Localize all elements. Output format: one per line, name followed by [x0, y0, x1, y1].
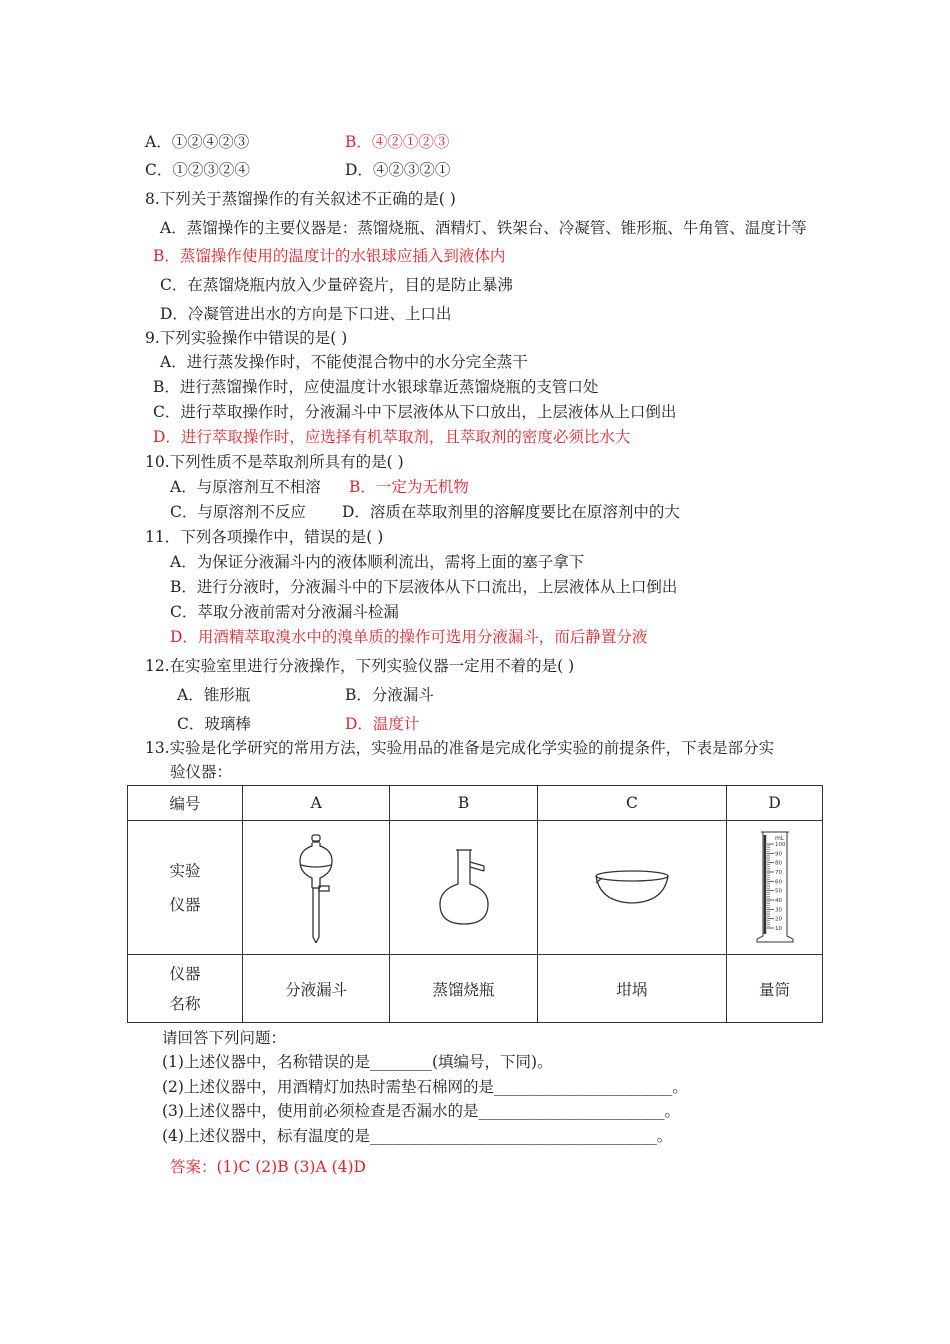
q13-sub3: (3)上述仪器中，使用前必须检查是否漏水的是________________________。 — [162, 1102, 680, 1120]
q7-option-a: A．①②④②③ — [145, 133, 250, 151]
name-c: 坩埚 — [537, 955, 726, 1023]
q11-option-c: C．萃取分液前需对分液漏斗检漏 — [170, 603, 399, 621]
graduated-cylinder-icon — [755, 830, 795, 945]
crucible-icon — [592, 868, 672, 908]
header-col-a: A — [243, 786, 390, 821]
cylinder-tick-label: 80 — [774, 860, 782, 867]
q12-option-c: C．玻璃棒 — [177, 715, 251, 733]
row-label-name-2: 名称 — [169, 994, 201, 1013]
row-label-instrument-1: 实验 — [169, 861, 201, 880]
cell-image-d — [727, 821, 823, 955]
q12-stem: 12.在实验室里进行分液操作，下列实验仪器一定用不着的是( ) — [145, 657, 575, 675]
q13-answer: 答案：(1)C (2)B (3)A (4)D — [170, 1158, 366, 1176]
q7-option-c: C．①②③②④ — [145, 161, 250, 179]
q7-option-b-answer: B．④②①②③ — [345, 133, 450, 151]
cell-image-b — [390, 821, 537, 955]
table-image-row — [128, 821, 823, 955]
name-a: 分液漏斗 — [243, 955, 390, 1023]
q11-stem: 11．下列各项操作中，错误的是( ) — [145, 528, 384, 546]
q13-stem-line1: 13.实验是化学研究的常用方法，实验用品的准备是完成化学实验的前提条件，下表是部分实 — [145, 739, 775, 757]
q9-option-b: B．进行蒸馏操作时，应使温度计水银球靠近蒸馏烧瓶的支管口处 — [153, 378, 599, 396]
header-col-d: D — [727, 786, 823, 821]
header-col-b: B — [390, 786, 537, 821]
q13-prompt: 请回答下列问题： — [162, 1029, 287, 1047]
row-label-name-1: 仪器 — [169, 964, 201, 983]
cylinder-tick-label: 70 — [774, 870, 782, 876]
cylinder-ticks — [767, 842, 786, 932]
q11-option-b: B．进行分液时，分液漏斗中的下层液体从下口流出，上层液体从上口倒出 — [170, 578, 678, 596]
separatory-funnel-icon — [286, 833, 346, 943]
cylinder-tick-label: 10 — [774, 926, 782, 932]
header-col-c: C — [537, 786, 726, 821]
q8-stem: 8.下列关于蒸馏操作的有关叙述不正确的是( ) — [145, 190, 456, 208]
distillation-flask-icon — [434, 848, 494, 928]
q12-option-a: A．锥形瓶 — [177, 686, 251, 704]
q12-option-b: B．分液漏斗 — [345, 686, 434, 704]
cell-image-c — [537, 821, 726, 955]
q13-sub1: (1)上述仪器中，名称错误的是________(填编号，下同)。 — [162, 1053, 553, 1071]
q13-sub4: (4)上述仪器中，标有温度的是_____________________________________。 — [162, 1127, 673, 1145]
q10-stem: 10.下列性质不是萃取剂所具有的是( ) — [145, 453, 404, 471]
cell-image-a — [243, 821, 390, 955]
q11-option-d-answer: D．用酒精萃取溴水中的溴单质的操作可选用分液漏斗，而后静置分液 — [170, 628, 648, 646]
q9-stem: 9.下列实验操作中错误的是( ) — [145, 329, 348, 347]
header-label: 编号 — [128, 786, 243, 821]
row-label-instrument — [128, 821, 243, 955]
table-name-row — [128, 955, 823, 1023]
q10-option-a: A．与原溶剂互不相溶 — [170, 478, 321, 496]
q12-option-d-answer: D．温度计 — [345, 715, 420, 733]
q9-option-d-answer: D．进行萃取操作时，应选择有机萃取剂，且萃取剂的密度必须比水大 — [153, 428, 631, 446]
q7-option-d: D．④②③②① — [345, 161, 451, 179]
q8-option-c: C．在蒸馏烧瓶内放入少量碎瓷片，目的是防止暴沸 — [160, 276, 513, 294]
q8-option-b-answer: B．蒸馏操作使用的温度计的水银球应插入到液体内 — [153, 247, 506, 265]
q10-option-b-answer: B．一定为无机物 — [349, 478, 469, 496]
cylinder-unit: mL — [774, 835, 784, 842]
q10-option-d: D．溶质在萃取剂里的溶解度要比在原溶剂中的大 — [342, 503, 680, 521]
q8-option-d: D．冷凝管进出水的方向是下口进、上口出 — [160, 305, 452, 323]
name-b: 蒸馏烧瓶 — [390, 955, 537, 1023]
q9-option-a: A．进行蒸发操作时，不能使混合物中的水分完全蒸干 — [160, 353, 528, 371]
cylinder-tick-label: 60 — [774, 879, 782, 886]
cylinder-tick-label: 30 — [774, 907, 782, 914]
cylinder-tick-label: 90 — [774, 851, 782, 858]
name-d: 量筒 — [727, 955, 823, 1023]
cylinder-tick-label: 40 — [774, 898, 782, 904]
cylinder-tick-label: 100 — [774, 842, 786, 848]
row-label-instrument-2: 仪器 — [169, 895, 201, 914]
row-label-name — [128, 955, 243, 1023]
q13-stem-line2: 验仪器： — [170, 763, 233, 781]
q10-option-c: C．与原溶剂不反应 — [170, 503, 306, 521]
q13-sub2: (2)上述仪器中，用酒精灯加热时需垫石棉网的是_______________________。 — [162, 1078, 688, 1096]
q8-option-a: A．蒸馏操作的主要仪器是：蒸馏烧瓶、酒精灯、铁架台、冷凝管、锥形瓶、牛角管、温度计等 — [160, 219, 807, 237]
q11-option-a: A．为保证分液漏斗内的液体顺利流出，需将上面的塞子拿下 — [170, 553, 585, 571]
instrument-table — [127, 785, 823, 1023]
table-header-row — [128, 786, 823, 821]
q9-option-c: C．进行萃取操作时，分液漏斗中下层液体从下口放出，上层液体从上口倒出 — [153, 403, 677, 421]
cylinder-tick-label: 50 — [774, 888, 782, 895]
cylinder-tick-label: 20 — [774, 916, 782, 923]
